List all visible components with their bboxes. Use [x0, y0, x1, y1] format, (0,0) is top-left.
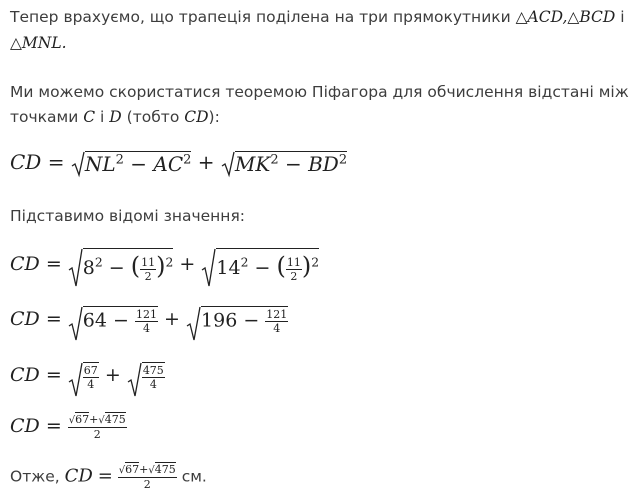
n64: 64 [82, 309, 107, 332]
equation-final [10, 414, 127, 440]
n2: 2 [93, 428, 101, 441]
sqrt-67-4 [68, 362, 99, 390]
conclusion-fraction: $\frac{√67+√475}{2}$ [118, 463, 176, 491]
eq4-lhs: CD [10, 364, 40, 386]
sqrt-14-frac: $14^2$ − ( $\frac{11}{2}$ )$^2$ [201, 248, 319, 282]
point-d: D [109, 108, 122, 126]
sqrt-8-frac: $8^2$ − ( $\frac{11}{2}$ )$^2$ [68, 248, 174, 282]
pythag-paren: (тобто [126, 108, 180, 126]
n475: 475 [154, 463, 176, 476]
bd: BD [308, 152, 339, 176]
minus: − [113, 309, 129, 332]
intro-line-2 [10, 34, 67, 52]
minus: − [284, 152, 302, 176]
eq2-lhs: CD [10, 252, 40, 275]
sqrt-475-4 [127, 362, 165, 390]
sq: 2 [183, 152, 192, 168]
eq4-plus: + [104, 364, 121, 386]
conclusion-line [10, 464, 207, 490]
pythag-end: ): [208, 108, 220, 126]
ac: AC [153, 152, 184, 176]
sqrt-64 [68, 306, 158, 334]
plus: + [139, 463, 149, 476]
minus: − [130, 152, 148, 176]
equation-fractions [10, 362, 165, 390]
nl: NL [84, 152, 116, 176]
conclusion-equals: = [97, 465, 113, 487]
intro-conj: і [620, 8, 625, 26]
n475: 475 [142, 364, 164, 377]
n11: 11 [141, 255, 156, 269]
triangle-bcd: △BCD [567, 8, 616, 26]
eq3-lhs: CD [10, 308, 40, 330]
n67: 67 [75, 413, 90, 426]
minus: − [108, 257, 125, 279]
eq4-equals: = [45, 364, 62, 386]
sqrt-196 [186, 306, 288, 334]
n2: 2 [290, 269, 298, 283]
sq: 2 [270, 152, 279, 168]
minus: − [243, 309, 260, 332]
eq3-plus: + [164, 308, 180, 330]
sq: 2 [311, 255, 320, 270]
n11: 11 [286, 255, 301, 269]
n4: 4 [273, 322, 281, 335]
point-c: C [83, 108, 96, 126]
eq5-lhs: CD [10, 415, 40, 437]
n14: 14 [216, 257, 241, 279]
eq1-plus: + [197, 150, 215, 174]
sq: 2 [338, 152, 348, 168]
eq5-equals: = [45, 415, 62, 437]
n475: 475 [104, 413, 126, 426]
eq2-equals: = [45, 252, 62, 275]
pythag-text: Ми можемо скористатися теоремою Піфагора для обчислення відстані між [10, 83, 629, 101]
n4: 4 [87, 378, 95, 391]
final-fraction: $\frac{√67+√475}{2}$ [68, 413, 126, 441]
triangle-acd: △ACD, [515, 8, 568, 26]
eq1-lhs: CD [10, 150, 42, 174]
n4: 4 [143, 322, 150, 335]
n67: 67 [125, 463, 140, 476]
pythag-line-2 [10, 108, 220, 126]
triangle-mnl: △MNL. [10, 34, 67, 52]
minus: − [254, 257, 271, 279]
n2: 2 [143, 478, 151, 491]
equation-numeric [10, 306, 288, 334]
intro-text: Тепер врахуємо, що трапеція поділена на три прямокутники [10, 8, 511, 26]
pythag-conj: і [100, 108, 105, 126]
eq1-equals: = [47, 150, 65, 174]
pythag-points: точками [10, 108, 79, 126]
sq: 2 [240, 255, 249, 270]
plus: + [89, 413, 99, 426]
substitute-text: Підставимо відомі значення: [10, 207, 245, 225]
equation-general [10, 150, 347, 176]
sq: 2 [165, 255, 174, 270]
conclusion-unit: см. [181, 467, 207, 486]
n67: 67 [83, 364, 98, 377]
sqrt-nl-ac [71, 151, 192, 176]
segment-cd: CD [184, 108, 209, 126]
sq: 2 [115, 152, 124, 168]
intro-line [10, 8, 625, 26]
equation-substituted [10, 248, 319, 282]
n121: 121 [136, 308, 157, 321]
eq3-equals: = [45, 308, 62, 330]
n196: 196 [201, 309, 238, 332]
n2: 2 [144, 269, 152, 283]
n4: 4 [149, 378, 157, 391]
mk: MK [234, 152, 271, 176]
conclusion-cd: CD [64, 465, 93, 487]
n121: 121 [266, 308, 288, 321]
conclusion-prefix: Отже, [10, 467, 60, 486]
pythag-line-1 [10, 83, 629, 101]
n8: 8 [82, 257, 95, 279]
sq: 2 [94, 255, 103, 270]
eq2-plus: + [179, 252, 196, 275]
substitute-line [10, 207, 245, 225]
sqrt-mk-bd [221, 151, 347, 176]
